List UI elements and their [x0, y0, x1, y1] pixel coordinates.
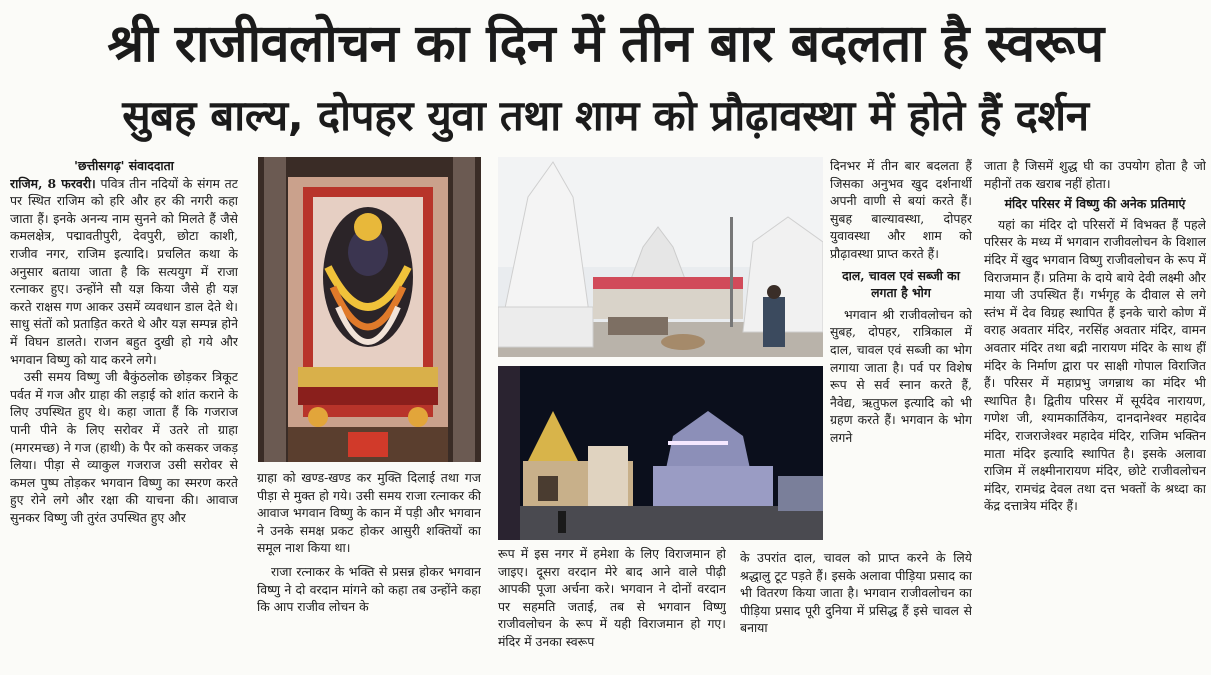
headline: श्री राजीवलोचन का दिन में तीन बार बदलता है स्वरूप: [107, 14, 1104, 74]
col3-paragraph-1: रूप में इस नगर में हमेशा के लिए विराजमान हो जाइए। दूसरा वरदान मेरे बाद आने वाले पीढ़ी आपकी पूजा अर्चना करे। भगवान ने दोनों वरदान पर सहमति जताई, तब से भगवान विष्णु राजीवलोचन के रूप में यही विराजमान हो गए। मंदिर में उनका स्वरूप: [498, 546, 726, 649]
temple-day-photo: [498, 157, 823, 357]
col4-subheading: दाल, चावल एवं सब्जी का लगता है भोग: [842, 267, 960, 301]
col1-paragraph-1: पवित्र तीन नदियों के संगम तट पर स्थित राजिम को हरि और हर की नगरी कहा जाता हैं। इनके अनन्य नाम सुनने को मिलते हैं जैसे कमलक्षेत्र, पद्मावतीपुरी, देवपुरी, छोटा काशी, राजीव नगर, राजिम इत्यादि। प्रचलित कथा के अनुसार बताया जाता है कि सत्ययुग में राजा रत्नाकर हुए। उन्होंने सौ यज्ञ किया जैसे ही यज्ञ करते राक्षस गण आकर उसमें व्यवधान डाल देते थे। साधु संतों को प्रताड़ित करते थे और यज्ञ सम्पन्न होने में विघन डालते। राजन बहुत दुखी हो गये और भगवान विष्णु को याद करने लगे।: [10, 175, 238, 367]
byline: 'छत्तीसगढ़' संवाददाता: [74, 158, 174, 173]
col5-paragraph-2: यहां का मंदिर दो परिसरों में विभक्त हैं पहले परिसर के मध्य में भगवान राजीवलोचन के विशाल मंदिर में खुद भगवान विष्णु राजीवलोचन के रूप में विराजमान हैं। प्रतिमा के दाये बाये देवी लक्ष्मी और माया जी उपस्थित हैं। गर्भगृह के दीवाल से लगे स्तंभ में देव विग्रह स्थापित हैं इनके चारो कोण में वराह अवतार मंदिर, नरसिंह अवतार मंदिर, वामन अवतार मंदिर तथा बद्री नारायण मंदिर के साथ हीं मंदिर के निर्माण द्वारा पर साक्षी गोपाल विराजित हैं। परिसर में महाप्रभु जगन्नाथ का मंदिर भी स्थापित है। द्वितीय परिसर में सूर्यदेव नारायण, गणेश जी, श्यामकार्तिकेय, दानदानेश्वर महादेव मंदिर, राजराजेश्वर महादेव मंदिर, राजिम भक्तिन माता मंदिर इत्यादि स्थापित है। इसके अलावा राजिम में लक्ष्मीनारायण मंदिर, छोटे राजीवलोचन मंदिर, रामचंद्र देवल तथा दत्त भक्तों के श्रध्दा का केंद्र दत्तात्रेय मंदिर हैं।: [984, 216, 1206, 514]
article-column-2: [257, 469, 481, 669]
article-column-1: [10, 157, 238, 669]
col4-paragraph-2: भगवान श्री राजीवलोचन को सुबह, दोपहर, रात्रिकाल में दाल, चावल एवं सब्जी का भोग लगाया जाता है। पर्व पर विशेष रूप से सर्व स्नान करते हैं, नैवेद्य, ऋतुफल इत्यादि को भी ग्रहण करते हैं। भगवान के भोग लगने: [830, 306, 972, 445]
temple-night-photo: [498, 366, 823, 540]
idol-photo: [258, 157, 481, 462]
col5-paragraph-1: जाता है जिसमें शुद्ध घी का उपयोग होता है जो महीनों तक खराब नहीं होता।: [984, 158, 1206, 191]
article-column-4-lower: [740, 549, 972, 669]
subheadline: सुबह बाल्य, दोपहर युवा तथा शाम को प्रौढ़ावस्था में होते हैं दर्शन: [122, 91, 1089, 140]
article-column-3: [498, 545, 726, 669]
article-column-4: [830, 157, 972, 549]
col1-paragraph-2: उसी समय विष्णु जी बैकुंठलोक छोड़कर त्रिकूट पर्वत में गज और ग्राहा की लड़ाई को शांत कराने के लिए उपस्थित हुए थे। कहा जाता हैं कि गजराज पानी पीने के लिए सरोवर में उतरे तो ग्राहा (मगरमच्छ) ने गज (हाथी) के पैर को कसकर जकड़ लिया। पीड़ा से व्याकुल गजराज उसी सरोवर से कमल पुष्प तोड़कर भगवान विष्णु का स्मरण करते हुए रोने लगे और रक्षा की याचना की। आवाज सुनकर विष्णु जी तुरंत उपस्थित हुए और: [10, 369, 238, 525]
col2-paragraph-1: ग्राहा को खण्ड-खण्ड कर मुक्ति दिलाई तथा गज पीड़ा से मुक्त हो गये। उसी समय राजा रत्नाकर की आवाज भगवान विष्णु के कान में पड़ी और भगवान ने उनके समक्ष प्रकट होकर आसुरी शक्तियों का समूल नाश किया था।: [257, 470, 481, 556]
col4-lower-paragraph: के उपरांत दाल, चावल को प्राप्त करने के लिये श्रद्धालु टूट पड़ते हैं। इसके अलावा पीड़िया प्रसाद का भी वितरण किया जाता है। भगवान राजीवलोचन का पीड़िया प्रसाद पूरी दुनिया में प्रसिद्ध हैं इसे चावल से बनाया: [740, 550, 972, 636]
dateline: राजिम, 8 फरवरी।: [10, 175, 96, 191]
col5-subheading: मंदिर परिसर में विष्णु की अनेक प्रतिमाएं: [1004, 196, 1186, 212]
article-column-5: [984, 157, 1206, 669]
col4-paragraph-1: दिनभर में तीन बार बदलता हैं जिसका अनुभव खुद दर्शनार्थी अपनी वाणी से बयां करते हैं। सुबह बाल्यावस्था, दोपहर युवावस्था और शाम को प्रौढ़ावस्था प्राप्त करते हैं।: [830, 158, 972, 261]
col2-paragraph-2: राजा रत्नाकर के भक्ति से प्रसन्न होकर भगवान विष्णु ने दो वरदान मांगने को कहा तब उन्होंने कहा कि आप राजीव लोचन के: [257, 563, 481, 615]
